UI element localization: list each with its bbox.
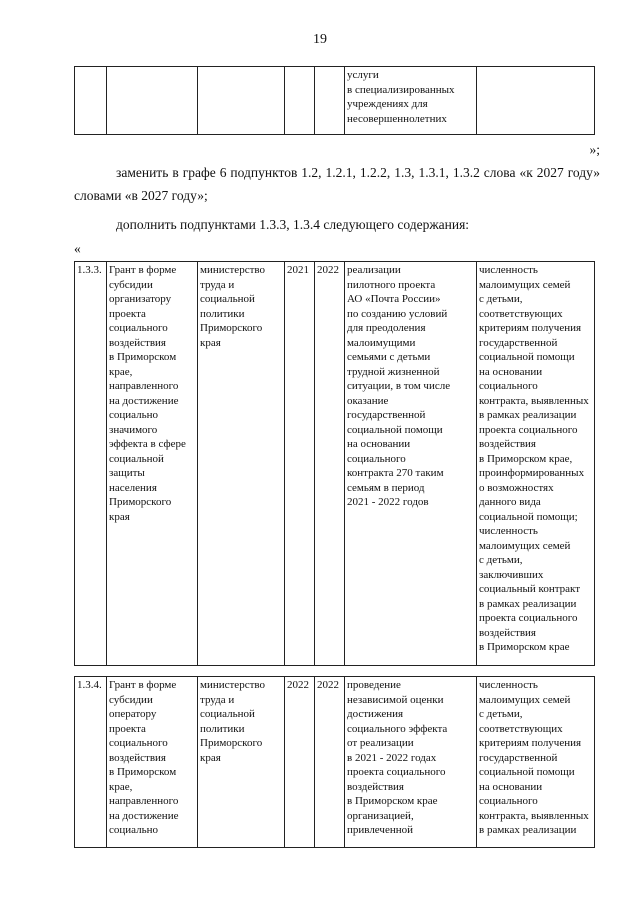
cell-indicator bbox=[477, 67, 595, 135]
table-row bbox=[75, 67, 595, 135]
table-row bbox=[75, 677, 595, 848]
table-continuation bbox=[74, 66, 595, 135]
table-row-1-3-4 bbox=[74, 676, 595, 848]
cell-executor: министерство труда и социальной политики Приморского края bbox=[198, 677, 285, 848]
opening-quote: « bbox=[74, 241, 81, 256]
cell-name bbox=[107, 67, 198, 135]
table-row bbox=[75, 262, 595, 666]
cell-end: 2022 bbox=[315, 677, 345, 848]
cell-executor: министерство труда и социальной политики Приморского края bbox=[198, 262, 285, 666]
cell-start: 2022 bbox=[285, 677, 315, 848]
cell-indicator: численность малоимущих семей с детьми, соответствующих критериям получения государственной социальной помощи на основании социального контракта, выявленных в рамках реализации проекта социального воздействия в Приморском крае, проинформированных о возможностях данного вида социальной помощи; численность малоимущих семей с детьми, заключивших социальный контракт в рамках реализации проекта социального воздействия в Приморском крае bbox=[477, 262, 595, 666]
page-number: 19 bbox=[313, 32, 327, 47]
cell-num: 1.3.3. bbox=[75, 262, 107, 666]
cell-name: Грант в форме субсидии оператору проекта социального воздействия в Приморском крае, направленного на достижение социально bbox=[107, 677, 198, 848]
cell-result: услуги в специализированных учреждениях для несовершеннолетних bbox=[345, 67, 477, 135]
cell-num bbox=[75, 67, 107, 135]
cell-start bbox=[285, 67, 315, 135]
cell-end bbox=[315, 67, 345, 135]
cell-result: проведение независимой оценки достижения социального эффекта от реализации в 2021 - 2022 годах проекта социального воздействия в Приморском крае организацией, привлеченной bbox=[345, 677, 477, 848]
cell-num: 1.3.4. bbox=[75, 677, 107, 848]
cell-name: Грант в форме субсидии организатору проекта социального воздействия в Приморском крае, направленного на достижение социально значимого эффекта в сфере социальной защиты населения Приморского края bbox=[107, 262, 198, 666]
cell-executor bbox=[198, 67, 285, 135]
table-row-1-3-3 bbox=[74, 261, 595, 666]
instruction-paragraph: заменить в графе 6 подпунктов 1.2, 1.2.1, 1.2.2, 1.3, 1.3.1, 1.3.2 слова «к 2027 году» словами «в 2027 году»; bbox=[74, 165, 600, 203]
cell-start: 2021 bbox=[285, 262, 315, 666]
add-paragraph: дополнить подпунктами 1.3.3, 1.3.4 следующего содержания: bbox=[116, 217, 470, 232]
closing-quote: »; bbox=[589, 142, 600, 157]
cell-result: реализации пилотного проекта АО «Почта России» по созданию условий для преодоления малоимущими семьями с детьми трудной жизненной ситуации, в том числе оказание государственной социальной помощи на основании социального контракта 270 таким семьям в период 2021 - 2022 годов bbox=[345, 262, 477, 666]
cell-indicator: численность малоимущих семей с детьми, соответствующих критериям получения государственной социальной помощи на основании социального контракта, выявленных в рамках реализации bbox=[477, 677, 595, 848]
cell-end: 2022 bbox=[315, 262, 345, 666]
